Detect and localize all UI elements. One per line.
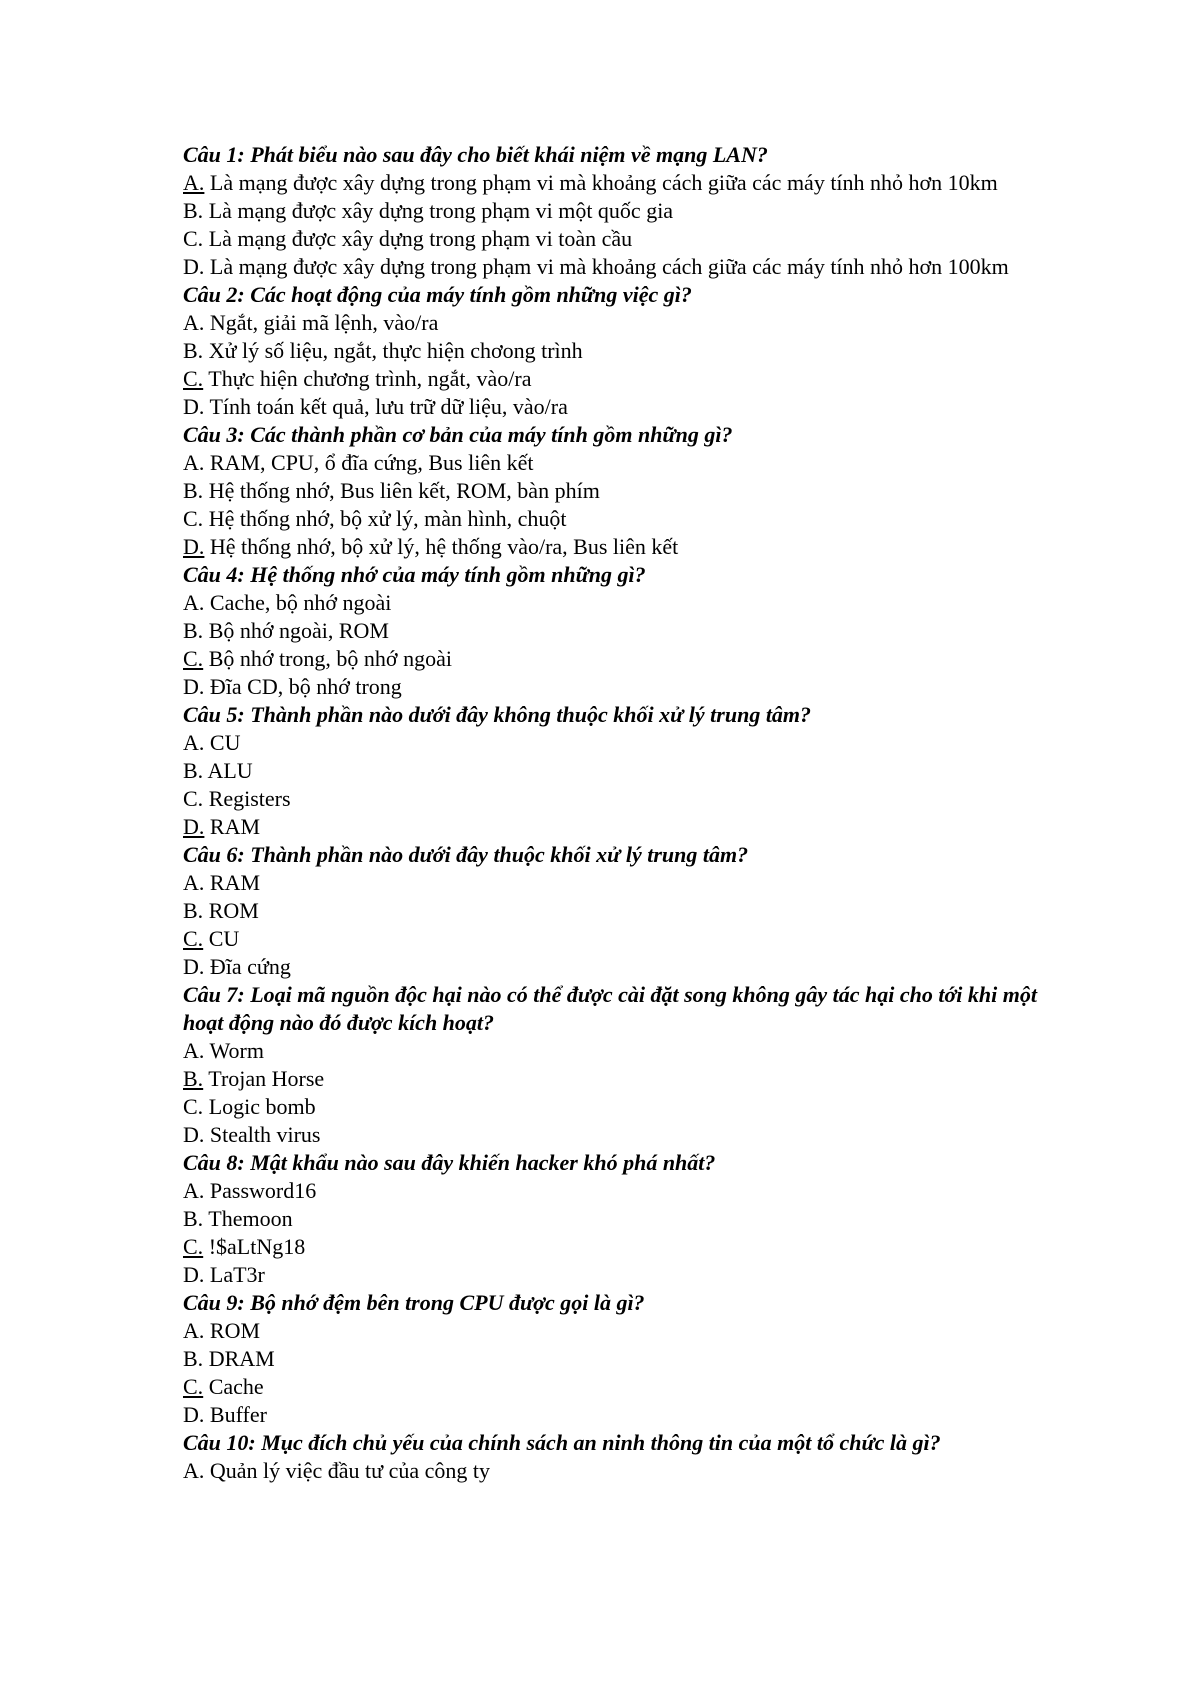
answer-option	[183, 337, 1063, 365]
answer-option	[183, 1345, 1063, 1373]
question-text: Câu 5: Thành phần nào dưới đây không thuộc khối xử lý trung tâm?	[183, 702, 812, 727]
answer-option	[183, 1065, 1063, 1093]
answer-option	[183, 477, 1063, 505]
answer-text: Là mạng được xây dựng trong phạm vi toàn cầu	[203, 226, 633, 251]
answer-text: Cache	[203, 1374, 264, 1399]
answer-option	[183, 785, 1063, 813]
answer-text: Là mạng được xây dựng trong phạm vi mà khoảng cách giữa các máy tính nhỏ hơn 10km	[204, 170, 998, 195]
question-text: Câu 8: Mật khẩu nào sau đây khiến hacker khó phá nhất?	[183, 1150, 716, 1175]
correct-answer-letter: C.	[183, 926, 204, 951]
answer-text: Registers	[203, 786, 291, 811]
answer-option	[183, 1457, 1063, 1485]
answer-option	[183, 1233, 1063, 1261]
answer-letter: A.	[183, 1458, 205, 1483]
correct-answer-letter: C.	[183, 646, 204, 671]
answer-letter: D.	[183, 1122, 205, 1147]
answer-letter: A.	[183, 730, 205, 755]
answer-option	[183, 1261, 1063, 1289]
correct-answer-letter: A.	[183, 170, 205, 195]
answer-option	[183, 617, 1063, 645]
answer-option	[183, 393, 1063, 421]
answer-option	[183, 449, 1063, 477]
answer-text: Xử lý số liệu, ngắt, thực hiện chơong trình	[203, 338, 583, 363]
question-text: Câu 10: Mục đích chủ yếu của chính sách an ninh thông tin của một tổ chức là gì?	[183, 1430, 941, 1455]
answer-option	[183, 729, 1063, 757]
answer-text: RAM	[204, 814, 261, 839]
answer-letter: A.	[183, 590, 205, 615]
answer-letter: B.	[183, 1346, 204, 1371]
answer-letter: A.	[183, 1178, 205, 1203]
question-text: Câu 2: Các hoạt động của máy tính gồm những việc gì?	[183, 282, 692, 307]
answer-option	[183, 1401, 1063, 1429]
answer-text: Themoon	[203, 1206, 293, 1231]
correct-answer-letter: C.	[183, 366, 204, 391]
question-block	[183, 281, 1063, 421]
answer-text: CU	[203, 926, 240, 951]
answer-text: LaT3r	[204, 1262, 265, 1287]
answer-text: ROM	[204, 1318, 261, 1343]
answer-text: CU	[204, 730, 241, 755]
answer-option	[183, 1177, 1063, 1205]
question-text: Câu 9: Bộ nhớ đệm bên trong CPU được gọi là gì?	[183, 1290, 645, 1315]
question-block	[183, 561, 1063, 701]
answer-option	[183, 1121, 1063, 1149]
answer-letter: C.	[183, 506, 204, 531]
answer-option	[183, 589, 1063, 617]
answer-text: Bộ nhớ trong, bộ nhớ ngoài	[203, 646, 452, 671]
answer-option	[183, 1093, 1063, 1121]
answer-text: Hệ thống nhớ, bộ xử lý, màn hình, chuột	[203, 506, 567, 531]
answer-letter: B.	[183, 1206, 204, 1231]
answer-letter: B.	[183, 898, 204, 923]
answer-letter: B.	[183, 198, 204, 223]
answer-letter: C.	[183, 786, 204, 811]
answer-letter: D.	[183, 1262, 205, 1287]
question-block	[183, 141, 1063, 281]
answer-text: Đĩa cứng	[204, 954, 291, 979]
answer-letter: A.	[183, 1318, 205, 1343]
answer-text: Ngắt, giải mã lệnh, vào/ra	[204, 310, 439, 335]
answer-option	[183, 1373, 1063, 1401]
answer-text: Worm	[204, 1038, 264, 1063]
answer-option	[183, 253, 1063, 281]
question-text: Câu 3: Các thành phần cơ bản của máy tính gồm những gì?	[183, 422, 733, 447]
question-block	[183, 1149, 1063, 1289]
answer-option	[183, 225, 1063, 253]
answer-letter: B.	[183, 478, 204, 503]
answer-option	[183, 533, 1063, 561]
answer-text: DRAM	[203, 1346, 275, 1371]
answer-text: RAM	[204, 870, 261, 895]
answer-option	[183, 365, 1063, 393]
correct-answer-letter: C.	[183, 1234, 204, 1259]
answer-letter: B.	[183, 338, 204, 363]
answer-option	[183, 757, 1063, 785]
answer-text: Buffer	[204, 1402, 267, 1427]
correct-answer-letter: C.	[183, 1374, 204, 1399]
answer-option	[183, 505, 1063, 533]
answer-option	[183, 197, 1063, 225]
answer-text: Stealth virus	[204, 1122, 321, 1147]
answer-text: Quản lý việc đầu tư của công ty	[204, 1458, 491, 1483]
answer-letter: A.	[183, 870, 205, 895]
answer-text: Đĩa CD, bộ nhớ trong	[204, 674, 402, 699]
correct-answer-letter: D.	[183, 814, 205, 839]
answer-letter: B.	[183, 758, 204, 783]
answer-letter: A.	[183, 310, 205, 335]
answer-option	[183, 169, 1063, 197]
question-block	[183, 1289, 1063, 1429]
answer-text: Thực hiện chương trình, ngắt, vào/ra	[203, 366, 532, 391]
answer-letter: D.	[183, 394, 205, 419]
answer-letter: D.	[183, 254, 205, 279]
answer-option	[183, 1317, 1063, 1345]
question-block	[183, 841, 1063, 981]
answer-text: Tính toán kết quả, lưu trữ dữ liệu, vào/ra	[204, 394, 568, 419]
question-block	[183, 421, 1063, 561]
answer-text: Hệ thống nhớ, bộ xử lý, hệ thống vào/ra, Bus liên kết	[204, 534, 679, 559]
answer-option	[183, 1037, 1063, 1065]
answer-text: Cache, bộ nhớ ngoài	[204, 590, 392, 615]
answer-letter: A.	[183, 450, 205, 475]
document-page	[183, 141, 1063, 1485]
correct-answer-letter: B.	[183, 1066, 204, 1091]
answer-option	[183, 925, 1063, 953]
answer-letter: D.	[183, 674, 205, 699]
question-text: Câu 7: Loại mã nguồn độc hại nào có thể được cài đặt song không gây tác hại cho tới khi một hoạt động nào đó được kích hoạt?	[183, 982, 1037, 1035]
question-block	[183, 701, 1063, 841]
answer-text: Là mạng được xây dựng trong phạm vi một quốc gia	[203, 198, 674, 223]
answer-text: Bộ nhớ ngoài, ROM	[203, 618, 389, 643]
correct-answer-letter: D.	[183, 534, 205, 559]
answer-letter: A.	[183, 1038, 205, 1063]
question-text: Câu 4: Hệ thống nhớ của máy tính gồm những gì?	[183, 562, 646, 587]
question-text: Câu 1: Phát biểu nào sau đây cho biết khái niệm về mạng LAN?	[183, 142, 768, 167]
answer-text: !$aLtNg18	[203, 1234, 306, 1259]
answer-letter: D.	[183, 1402, 205, 1427]
answer-text: ROM	[203, 898, 259, 923]
answer-text: RAM, CPU, ổ đĩa cứng, Bus liên kết	[204, 450, 534, 475]
answer-option	[183, 953, 1063, 981]
answer-option	[183, 897, 1063, 925]
answer-letter: C.	[183, 1094, 204, 1119]
answer-option	[183, 1205, 1063, 1233]
answer-text: Hệ thống nhớ, Bus liên kết, ROM, bàn phím	[203, 478, 600, 503]
answer-option	[183, 813, 1063, 841]
answer-text: Là mạng được xây dựng trong phạm vi mà khoảng cách giữa các máy tính nhỏ hơn 100km	[204, 254, 1009, 279]
answer-option	[183, 645, 1063, 673]
answer-text: Trojan Horse	[203, 1066, 325, 1091]
answer-letter: C.	[183, 226, 204, 251]
question-block	[183, 1429, 1063, 1485]
answer-text: Password16	[204, 1178, 317, 1203]
answer-letter: D.	[183, 954, 205, 979]
answer-text: ALU	[203, 758, 253, 783]
answer-text: Logic bomb	[203, 1094, 316, 1119]
question-block	[183, 981, 1063, 1149]
question-text: Câu 6: Thành phần nào dưới đây thuộc khối xử lý trung tâm?	[183, 842, 749, 867]
answer-option	[183, 309, 1063, 337]
answer-option	[183, 673, 1063, 701]
answer-option	[183, 869, 1063, 897]
answer-letter: B.	[183, 618, 204, 643]
